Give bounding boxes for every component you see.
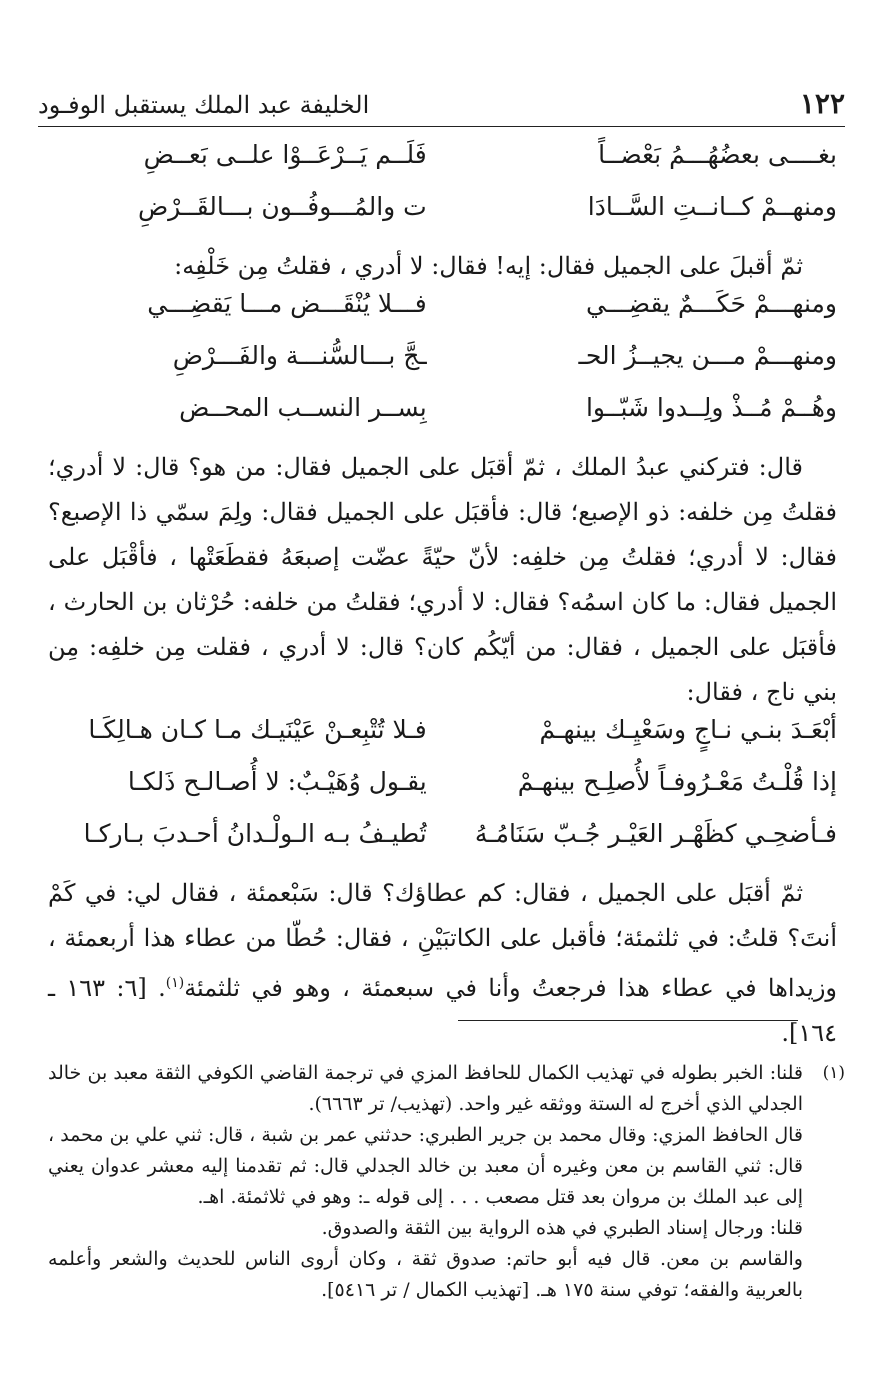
main-text — [48, 140, 837, 1056]
verse-line — [48, 140, 837, 192]
verse-left-hemistich: يقـول وُهَيْـبٌ: لا أُصـالـح ذَلكـا — [127, 767, 427, 796]
footnote-paragraph: قلنا: الخبر بطوله في تهذيب الكمال للحافظ المزي في ترجمة القاضي الكوفي الثقة معبد بن خالد الجدلي الذي أخرج له الستة ووثقه غير واحد. (تهذيب/ تر ٦٦٦٣). — [48, 1062, 803, 1115]
verse-line — [48, 341, 837, 393]
prose-text: ثمّ أقبَل على الجميل ، فقال: كم عطاؤك؟ قال: سَبْعمئة ، فقال لي: في كَمْ أنتَ؟ قلتُ: في ثلثمئة؛ فأقبل على الكاتبَيْنِ ، فقال: حُطّا من عطاء هذا أربعمئة ، وزيداها في عطاء هذا فرجعتُ وأنا في سبعمئة ، وهو في ثلثمئة — [48, 879, 837, 1002]
verse-line — [48, 715, 837, 767]
prose-end: . — [158, 974, 166, 1002]
footnote-paragraph: قال الحافظ المزي: وقال محمد بن جرير الطبري: حدثني عمر بن شبة ، قال: ثني علي بن محمد ، قال: ثني القاسم بن معن وغيره أن معبد بن خالد الجدلي قال: ثم تقدمنا إليه معشر عدوان يعني إلى عبد الملك بن مروان بعد قتل مصعب . . . إلى قوله ـ: وهو في ثلاثمئة. اهـ. — [48, 1124, 803, 1208]
footnote-marker: (١) — [822, 1063, 845, 1083]
verse-left-hemistich: ت والمُـــوفُــون بـــالقَــرْضِ — [137, 192, 427, 221]
footnotes — [48, 1058, 845, 1306]
footnote-reference[interactable]: (١) — [165, 975, 185, 991]
verse-right-hemistich: بغــــى بعضُهُـــمُ بَعْضــاً — [598, 140, 837, 169]
verse-line — [48, 819, 837, 871]
verse-line — [48, 767, 837, 819]
footnote-paragraph: والقاسم بن معن. قال فيه أبو حاتم: صدوق ثقة ، وكان أروى الناس للحديث والشعر وأعلمه بالعربية والفقه؛ توفي سنة ١٧٥ هـ. [تهذيب الكمال / تر ٥٤١٦]. — [48, 1248, 803, 1301]
verse-left-hemistich: فـــلا يُنْقَـــض مـــا يَقضِـــي — [147, 289, 427, 318]
verse-right-hemistich: أبْعَـدَ بنـي نـاجٍ وسَعْيِـك بينهـمْ — [539, 715, 837, 744]
prose-paragraph: ثمّ أقبلَ على الجميل فقال: إيه! فقال: لا أدري ، فقلتُ مِن خَلْفِه: — [174, 252, 803, 280]
verse-line — [48, 393, 837, 445]
verse-right-hemistich: فـأضحِـي كظَهْـر العَيْـر جُـبّ سَنَامُـهُ — [474, 819, 837, 848]
footnote-separator — [458, 1020, 798, 1021]
verse-left-hemistich: فـلا تُتْبِعـنْ عَيْنَيـك مـا كـان هـالِكَـا — [88, 715, 427, 744]
verse-left-hemistich: فَلَــم يَــرْعَــوْا علــى بَعــضِ — [143, 140, 427, 169]
verse-right-hemistich: ومنهـــمْ مـــن يجيــزُ الحـ — [578, 341, 837, 370]
running-title: الخليفة عبد الملك يستقبل الوفـود — [38, 91, 370, 119]
prose-paragraph — [48, 871, 837, 1056]
verse-line — [48, 289, 837, 341]
verse-line — [48, 192, 837, 244]
page-number: ١٢٢ — [799, 87, 845, 120]
verse-left-hemistich: ـجَّ بـــالسُّنـــة والفَـــرْضِ — [172, 341, 427, 370]
verse-left-hemistich: بِســر النســب المحــض — [179, 393, 427, 422]
verse-left-hemistich: تُطيـفُ بـه الـولْـدانُ أحـدبَ بـاركـا — [83, 819, 427, 848]
footnote-paragraph: قلنا: ورجال إسناد الطبري في هذه الرواية بين الثقة والصدوق. — [321, 1217, 803, 1239]
prose-paragraph: قال: فتركني عبدُ الملك ، ثمّ أقبَل على الجميل فقال: من هو؟ قال: لا أدري؛ فقلتُ مِن خلفه: ذو الإصبع؛ قال: فأقبَل على الجميل فقال: ولِمَ سمّي ذا الإصبع؟ فقال: لا أدري؛ فقلتُ مِن خلفِه: لأنّ حيّةً عضّت إصبعَهُ فقطَعَتْها ، فأقْبَل على الجميل فقال: ما كان اسمُه؟ فقال: لا أدري؛ فقلتُ من خلفه: حُرْثان بن الحارث ، فأقبَل على الجميل ، فقال: من أيّكُم كان؟ قال: لا أدري ، فقلت مِن خلفِه: مِن بني ناج ، فقال: — [48, 453, 837, 706]
verse-right-hemistich: وهُــمْ مُــذْ ولِــدوا شَبّــوا — [585, 393, 837, 422]
verse-right-hemistich: ومنهــمْ كــانــتِ السَّــادَا — [587, 192, 837, 221]
footnote — [48, 1058, 845, 1306]
citation: [٦: ١٦٣ ـ ١٦٤]. — [48, 974, 837, 1047]
verse-right-hemistich: إذا قُلْـتُ مَعْـرُوفـاً لأُصلِـح بينهـمْ — [517, 767, 837, 796]
footnote-body — [48, 1058, 803, 1306]
verse-right-hemistich: ومنهـــمْ حَكَـــمٌ يقضِـــي — [585, 289, 837, 318]
page-header — [38, 86, 845, 127]
